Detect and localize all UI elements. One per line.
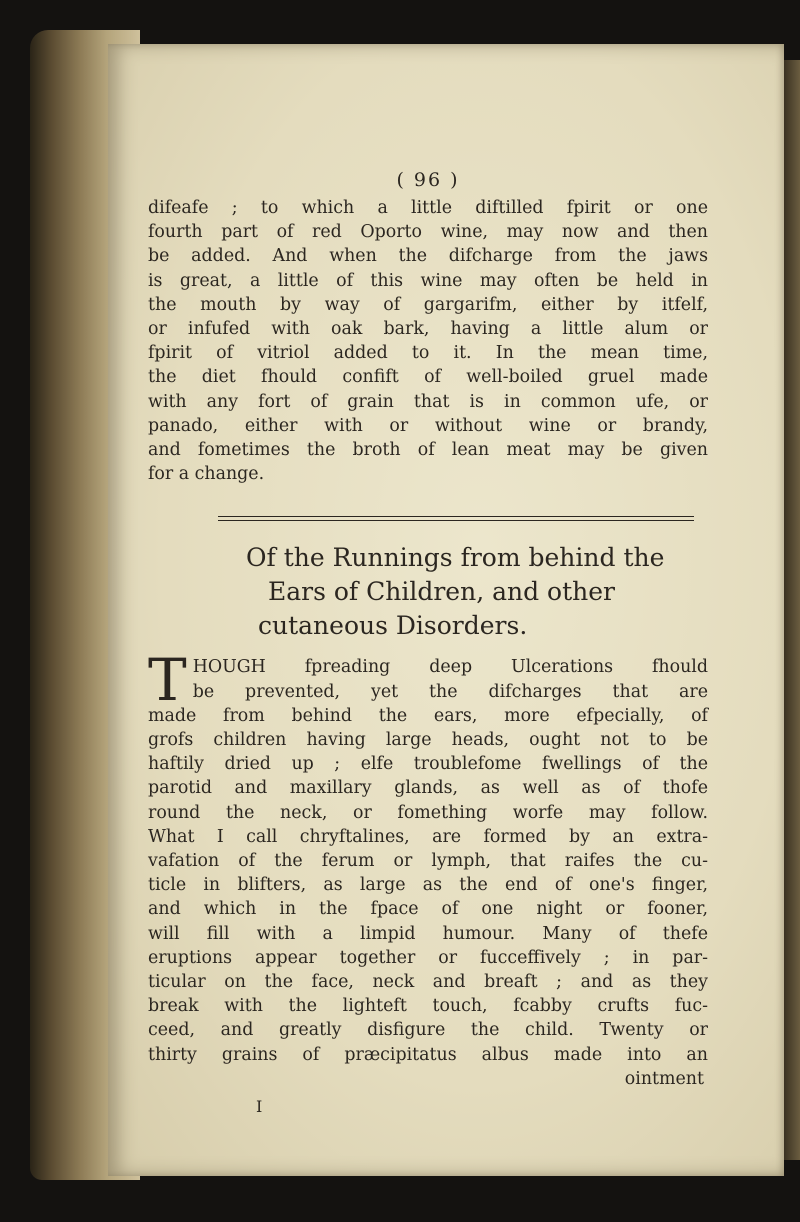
- paragraph-line: the diet fhould confift of well-boiled gruel made: [148, 367, 708, 388]
- paragraph-line: fpirit of vitriol added to it. In the mean time,: [148, 343, 708, 364]
- paragraph-line: haftily dried up ; elfe troublefome fwellings of the: [148, 754, 708, 775]
- paragraph-line: grofs children having large heads, ought not to be: [148, 730, 708, 751]
- section-heading: [148, 541, 708, 643]
- paragraph-line: break with the lighteft touch, fcabby crufts fuc-: [148, 996, 708, 1017]
- page-number: ( 96 ): [396, 169, 460, 191]
- paragraph-line: be prevented, yet the difcharges that are: [192, 681, 708, 702]
- paragraph-gargle: [148, 196, 708, 486]
- page-right-edge: [784, 60, 800, 1160]
- paragraph-line: will fill with a limpid humour. Many of thefe: [148, 923, 708, 944]
- paragraph-line: panado, either with or without wine or brandy,: [148, 415, 708, 436]
- paragraph-line: ceed, and greatly disfigure the child. Twenty or: [148, 1020, 708, 1041]
- paragraph-line: What I call chryftalines, are formed by an extra-: [148, 826, 708, 847]
- paragraph-line: is great, a little of this wine may often be held in: [148, 270, 708, 291]
- paragraph-line: vafation of the ferum or lymph, that raifes the cu-: [148, 851, 708, 872]
- paragraph-line: round the neck, or fomething worfe may follow.: [148, 802, 708, 823]
- drop-cap: T: [148, 646, 187, 715]
- heading-line-2: Ears of Children, and other: [268, 577, 615, 607]
- catchword: ointment: [624, 1068, 704, 1089]
- heading-line-3: cutaneous Disorders.: [258, 611, 528, 641]
- signature-mark: I: [256, 1097, 263, 1117]
- paragraph-line: ticle in blifters, as large as the end of one's finger,: [148, 875, 708, 896]
- page-content: [148, 168, 708, 1119]
- paragraph-line: for a change.: [148, 464, 265, 485]
- section-divider: [218, 516, 694, 521]
- paragraph-line: ticular on the face, neck and breaft ; and as they: [148, 972, 708, 993]
- heading-line-1: Of the Runnings from behind the: [246, 543, 665, 573]
- paragraph-line: made from behind the ears, more efpecially, of: [148, 705, 708, 726]
- paragraph-line: or infufed with oak bark, having a little alum or: [148, 319, 708, 340]
- paragraph-line: thirty grains of præcipitatus albus made into an: [148, 1044, 708, 1065]
- paragraph-line: HOUGH fpreading deep Ulcerations fhould: [192, 657, 708, 678]
- paragraph-line: difeafe ; to which a little diftilled fpirit or one: [148, 198, 708, 218]
- paragraph-line: fourth part of red Oporto wine, may now and then: [148, 222, 708, 243]
- paragraph-line: parotid and maxillary glands, as well as of thofe: [148, 778, 708, 799]
- paragraph-line: eruptions appear together or fucceffively ; in par-: [148, 947, 708, 968]
- paragraph-line: the mouth by way of gargarifm, either by itfelf,: [148, 294, 708, 315]
- paragraph-line: and fometimes the broth of lean meat may be given: [148, 440, 708, 461]
- paragraph-line: with any fort of grain that is in common ufe, or: [148, 391, 708, 412]
- paragraph-line: be added. And when the difcharge from the jaws: [148, 246, 708, 267]
- paragraph-runnings: [148, 646, 708, 1119]
- paragraph-runnings-body: [148, 704, 708, 1067]
- paragraph-line: and which in the fpace of one night or fooner,: [148, 899, 708, 920]
